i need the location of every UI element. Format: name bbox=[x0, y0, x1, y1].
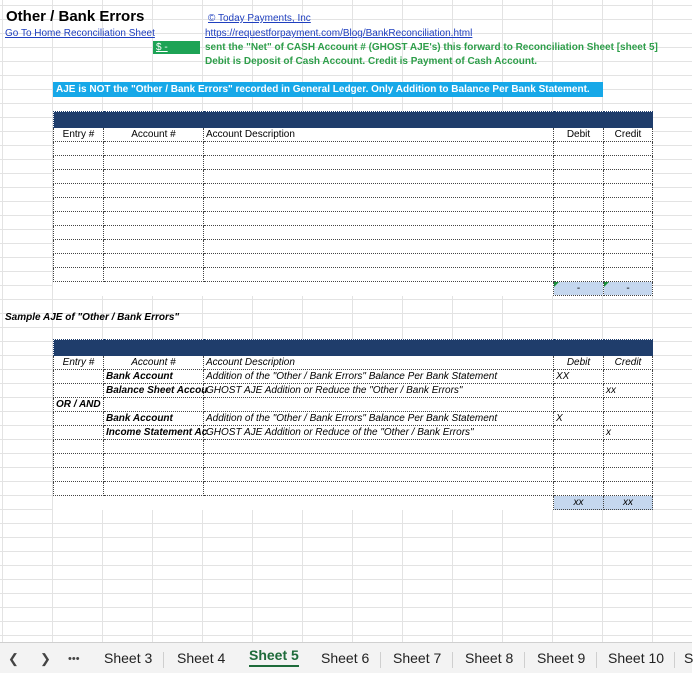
instruction-line-2: Debit is Deposit of Cash Account. Credit is Payment of Cash Account. bbox=[205, 56, 538, 67]
tab-sheet-5[interactable]: Sheet 5 bbox=[249, 647, 299, 663]
sheet-tab-bar bbox=[0, 642, 692, 673]
totals-row bbox=[54, 496, 653, 510]
home-link[interactable]: Go To Home Reconciliation Sheet bbox=[5, 28, 155, 39]
tab-sheet-partial[interactable]: S bbox=[684, 650, 693, 666]
col-credit: Credit bbox=[604, 356, 653, 370]
col-account: Account # bbox=[104, 356, 204, 370]
table-row[interactable] bbox=[54, 468, 653, 482]
table-header-row bbox=[54, 356, 653, 370]
tab-divider bbox=[452, 652, 453, 668]
col-account: Account # bbox=[104, 128, 204, 142]
tab-sheet-9[interactable]: Sheet 9 bbox=[537, 650, 586, 666]
scroll-right-icon[interactable]: ❯ bbox=[40, 651, 51, 666]
table-row[interactable] bbox=[54, 482, 653, 496]
credit-total[interactable]: - bbox=[604, 282, 653, 296]
copyright-link[interactable]: © Today Payments, Inc bbox=[208, 13, 311, 24]
table-row[interactable] bbox=[54, 226, 653, 240]
col-entry: Entry # bbox=[54, 356, 104, 370]
aje-table bbox=[53, 111, 653, 296]
table-row[interactable] bbox=[54, 254, 653, 268]
table-row[interactable]: Balance Sheet Accou GHOST AJE Addition or Reduce the "Other / Bank Errors" xx bbox=[54, 384, 653, 398]
more-sheets-icon[interactable]: ••• bbox=[68, 653, 80, 665]
table-row[interactable] bbox=[54, 440, 653, 454]
tab-divider bbox=[163, 652, 164, 668]
tab-divider bbox=[674, 652, 675, 668]
tab-sheet-7[interactable]: Sheet 7 bbox=[393, 650, 442, 666]
tab-sheet-6[interactable]: Sheet 6 bbox=[321, 650, 370, 666]
table-row[interactable] bbox=[54, 156, 653, 170]
table-row[interactable]: Bank Account Addition of the "Other / Bank Errors" Balance Per Bank Statement X bbox=[54, 412, 653, 426]
table-header-band bbox=[54, 340, 653, 356]
col-credit: Credit bbox=[604, 128, 653, 142]
sample-aje-table bbox=[53, 339, 653, 510]
col-debit: Debit bbox=[554, 356, 604, 370]
table-row[interactable]: Income Statement Ac GHOST AJE Addition or Reduce of the "Other / Bank Errors" x bbox=[54, 426, 653, 440]
tab-divider bbox=[524, 652, 525, 668]
credit-total[interactable]: xx bbox=[604, 496, 653, 510]
table-row[interactable] bbox=[54, 170, 653, 184]
debit-total[interactable]: xx bbox=[554, 496, 604, 510]
totals-row bbox=[54, 282, 653, 296]
table-row[interactable] bbox=[54, 142, 653, 156]
net-amount-cell[interactable]: $ - bbox=[153, 41, 200, 54]
table-row[interactable] bbox=[54, 184, 653, 198]
tab-sheet-10[interactable]: Sheet 10 bbox=[608, 650, 665, 666]
tab-sheet-3[interactable]: Sheet 3 bbox=[104, 650, 153, 666]
scroll-left-icon[interactable]: ❮ bbox=[8, 651, 19, 666]
page-title: Other / Bank Errors bbox=[6, 8, 145, 25]
url-link[interactable]: https://requestforpayment.com/Blog/BankReconciliation.html bbox=[205, 28, 473, 39]
table-row[interactable] bbox=[54, 454, 653, 468]
tab-sheet-4[interactable]: Sheet 4 bbox=[177, 650, 226, 666]
table-row[interactable]: Bank Account Addition of the "Other / Bank Errors" Balance Per Bank Statement XX bbox=[54, 370, 653, 384]
tab-sheet-8[interactable]: Sheet 8 bbox=[465, 650, 514, 666]
col-description: Account Description bbox=[204, 356, 554, 370]
table-row[interactable] bbox=[54, 198, 653, 212]
col-entry: Entry # bbox=[54, 128, 104, 142]
tab-divider bbox=[596, 652, 597, 668]
debit-total[interactable]: - bbox=[554, 282, 604, 296]
col-description: Account Description bbox=[204, 128, 554, 142]
tab-divider bbox=[380, 652, 381, 668]
table-row[interactable] bbox=[54, 268, 653, 282]
sample-label: Sample AJE of "Other / Bank Errors" bbox=[5, 312, 180, 323]
table-row[interactable] bbox=[54, 240, 653, 254]
table-row[interactable] bbox=[54, 212, 653, 226]
table-header-row bbox=[54, 128, 653, 142]
instruction-line-1: sent the "Net" of CASH Account # (GHOST AJE's) this forward to Reconciliation Sheet [sheet 5] bbox=[205, 42, 658, 53]
col-debit: Debit bbox=[554, 128, 604, 142]
table-header-band bbox=[54, 112, 653, 128]
aje-banner: AJE is NOT the "Other / Bank Errors" recorded in General Ledger. Only Addition to Balance Per Bank Statement. bbox=[53, 82, 603, 97]
table-row[interactable]: OR / AND bbox=[54, 398, 653, 412]
